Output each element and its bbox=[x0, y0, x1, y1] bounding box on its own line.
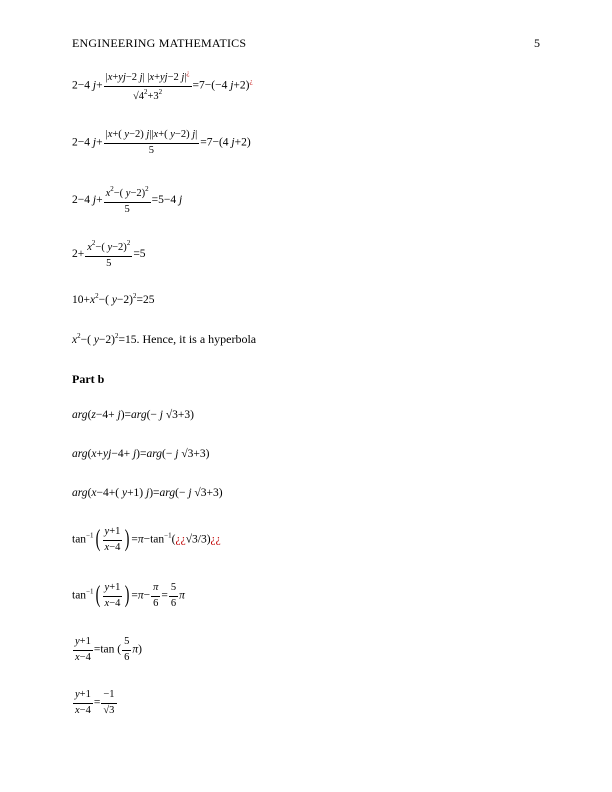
equation-9: arg(x−4+( y+1) j)=arg(− j √3+3) bbox=[72, 487, 223, 499]
equation-12: $\frac{y+1}{x-4}$ =tan ( $\frac{5}{6}$ π) bbox=[75, 636, 142, 663]
part-b-heading: Part b bbox=[72, 372, 105, 386]
equation-6: $x^2-$( y−2)$^2$=15. Hence, it is a hyperbola bbox=[72, 332, 257, 346]
page-number: 5 bbox=[534, 36, 540, 50]
running-head: ENGINEERING MATHEMATICS bbox=[72, 36, 247, 50]
equation-5: $10+x^2-$( y−2)$^2$=25 bbox=[72, 292, 155, 306]
hyperbola-note: . Hence, it is a hyperbola bbox=[136, 332, 257, 346]
equation-3: 2−4 j+ $\frac{x^2-( y-2)^2}{5}$ =5−4 j bbox=[72, 185, 183, 215]
equation-7: arg(z−4+ j)=arg(− j √3+3) bbox=[72, 409, 195, 421]
equation-8: arg(x+yj−4+ j)=arg(− j √3+3) bbox=[72, 448, 210, 460]
equation-10: $\tan^{-1}$( $\frac{y+1}{x-4}$ ) $=\pi-\tan^{-1}(¿¿√3/3)¿¿$ bbox=[72, 526, 221, 553]
equation-11: $\tan^{-1}$( $\frac{y+1}{x-4}$ ) =π− $\frac{\pi}{6}$ = $\frac{5}{6}$ π bbox=[72, 582, 185, 609]
equation-4: 2+ $\frac{x^2-( y-2)^2}{5}$ =5 bbox=[72, 239, 146, 269]
equation-13: $\frac{y+1}{x-4}$ = $\frac{-1}{√3}$ bbox=[75, 689, 115, 716]
page-header bbox=[72, 36, 540, 52]
equation-2: 2−4 j+ $\frac{|x+( y-2) j||x+( y-2) j|}{5}$ =7−(4 j+2) bbox=[72, 129, 251, 156]
equation-1: 2−4 j+ $\frac{|x+yj-2 j| |x+yj-2 j|^¿}{√4^2+3^2}$ =7−(−4 j+2)¿ bbox=[72, 69, 253, 102]
